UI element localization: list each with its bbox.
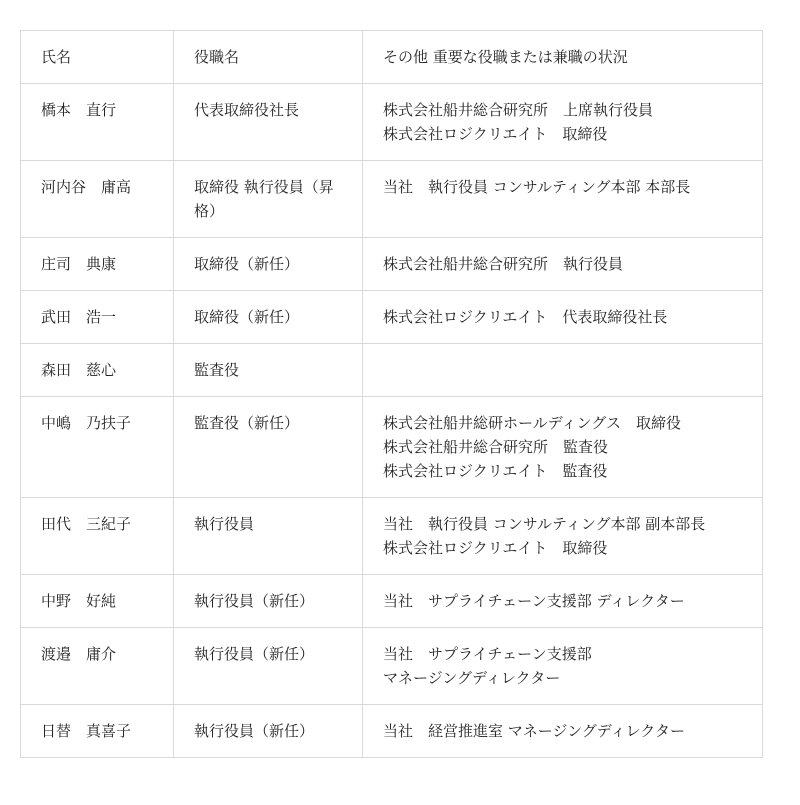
header-other-positions: その他 重要な役職または兼職の状況: [363, 31, 763, 84]
officer-title: 執行役員（新任）: [174, 705, 363, 758]
officer-other-positions: 当社 執行役員 コンサルティング本部 本部長: [363, 161, 763, 238]
officer-other-positions: 当社 執行役員 コンサルティング本部 副本部長 株式会社ロジクリエイト 取締役: [363, 498, 763, 575]
table-row: [21, 238, 763, 291]
officer-name: 中嶋 乃扶子: [21, 397, 174, 498]
officer-title: 執行役員（新任）: [174, 628, 363, 705]
officer-other-positions: 当社 経営推進室 マネージングディレクター: [363, 705, 763, 758]
officer-other-positions: 株式会社船井総合研究所 執行役員: [363, 238, 763, 291]
table-row: [21, 161, 763, 238]
officer-table: [20, 30, 763, 758]
officer-title: 執行役員: [174, 498, 363, 575]
table-row: [21, 397, 763, 498]
table-row: [21, 344, 763, 397]
officer-name: 河内谷 庸高: [21, 161, 174, 238]
table-row: [21, 628, 763, 705]
officer-title: 監査役（新任）: [174, 397, 363, 498]
officer-name: 武田 浩一: [21, 291, 174, 344]
officer-other-positions: 株式会社船井総研ホールディングス 取締役 株式会社船井総合研究所 監査役 株式会社ロジクリエイト 監査役: [363, 397, 763, 498]
table-row: [21, 705, 763, 758]
officer-other-positions: 当社 サプライチェーン支援部 マネージングディレクター: [363, 628, 763, 705]
table-row: [21, 291, 763, 344]
officer-other-positions: 株式会社船井総合研究所 上席執行役員 株式会社ロジクリエイト 取締役: [363, 84, 763, 161]
header-name: 氏名: [21, 31, 174, 84]
officer-other-positions: 株式会社ロジクリエイト 代表取締役社長: [363, 291, 763, 344]
officer-title: 代表取締役社長: [174, 84, 363, 161]
officer-name: 中野 好純: [21, 575, 174, 628]
officer-title: 取締役（新任）: [174, 291, 363, 344]
officer-title: 執行役員（新任）: [174, 575, 363, 628]
officer-name: 日替 真喜子: [21, 705, 174, 758]
table-header: [21, 31, 763, 84]
officer-name: 森田 慈心: [21, 344, 174, 397]
officer-other-positions: 当社 サプライチェーン支援部 ディレクター: [363, 575, 763, 628]
officer-name: 田代 三紀子: [21, 498, 174, 575]
table-row: [21, 575, 763, 628]
officer-title: 取締役 執行役員（昇格）: [174, 161, 363, 238]
header-title: 役職名: [174, 31, 363, 84]
officer-other-positions: [363, 344, 763, 397]
officer-title: 取締役（新任）: [174, 238, 363, 291]
officer-name: 渡邉 庸介: [21, 628, 174, 705]
officer-title: 監査役: [174, 344, 363, 397]
header-row: [21, 31, 763, 84]
table-row: [21, 84, 763, 161]
table-body: [21, 84, 763, 758]
officer-name: 庄司 典康: [21, 238, 174, 291]
officer-name: 橋本 直行: [21, 84, 174, 161]
table-row: [21, 498, 763, 575]
